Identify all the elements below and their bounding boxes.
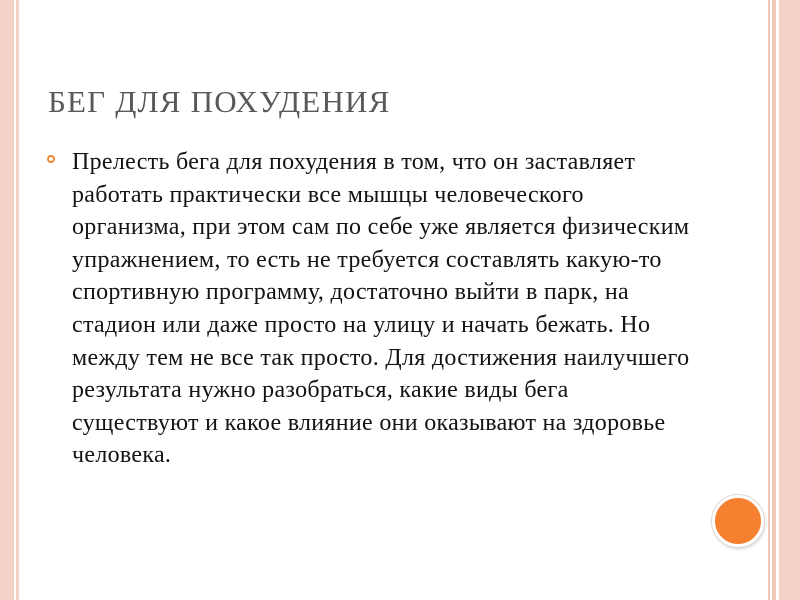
bullet-item bbox=[47, 146, 697, 472]
right-decor-bar-mid bbox=[772, 0, 776, 600]
ring-bullet-icon bbox=[47, 155, 55, 163]
bullet-list bbox=[47, 146, 697, 472]
orange-circle-icon bbox=[712, 495, 764, 547]
left-decor-bar-outer bbox=[0, 0, 14, 600]
right-decor-bar-inner bbox=[768, 0, 770, 600]
right-decor-bar-outer bbox=[779, 0, 800, 600]
bullet-text: Прелесть бега для похудения в том, что он заставляет работать практически все мышцы человеческого организма, при этом сам по себе уже является физическим упражнением, то есть не требуется составлять какую-то спортивную программу, достаточно выйти в парк, на стадион или даже просто на улицу и начать бежать. Но между тем не все так просто. Для достижения наилучшего результата нужно разобраться, какие виды бега существуют и какое влияние они оказывают на здоровье человека. bbox=[72, 149, 690, 469]
slide-title: БЕГ ДЛЯ ПОХУДЕНИЯ bbox=[48, 84, 391, 119]
left-decor-bar-inner bbox=[16, 0, 19, 600]
